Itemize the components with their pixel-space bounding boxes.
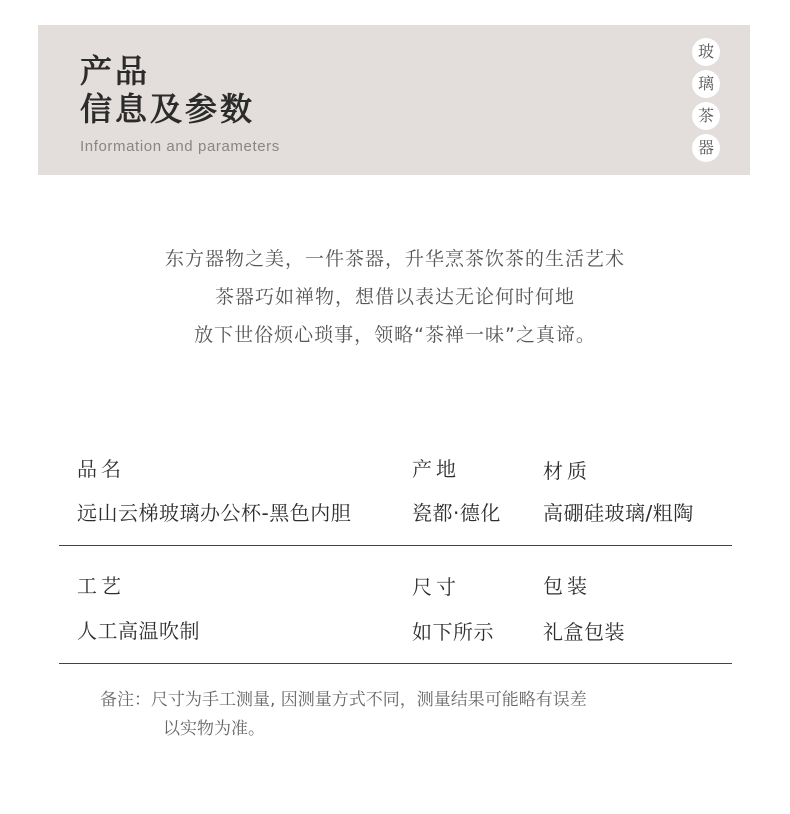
intro-line: 东方器物之美，一件茶器，升华烹茶饮茶的生活艺术 bbox=[164, 248, 625, 270]
badge-char: 璃 bbox=[692, 70, 720, 98]
spec-name-value: 远山云梯玻璃办公杯-黑色内胆 bbox=[77, 501, 352, 525]
spec-material-label: 材质 bbox=[543, 459, 591, 483]
spec-size-label: 尺寸 bbox=[412, 575, 460, 599]
divider bbox=[59, 545, 732, 546]
page-subtitle: Information and parameters bbox=[80, 138, 280, 155]
spec-material-value: 高硼硅玻璃/粗陶 bbox=[543, 501, 694, 525]
spec-size-value: 如下所示 bbox=[412, 620, 494, 644]
note-line: 以实物为准。 bbox=[163, 719, 265, 739]
note bbox=[100, 686, 587, 744]
spec-package-label: 包装 bbox=[543, 574, 591, 598]
badge-char: 玻 bbox=[692, 38, 720, 66]
header-banner bbox=[38, 25, 750, 175]
badge-column bbox=[692, 38, 720, 162]
intro-line: 茶器巧如禅物，想借以表达无论何时何地 bbox=[214, 286, 575, 308]
spec-origin-label: 产地 bbox=[412, 457, 460, 481]
divider bbox=[59, 663, 732, 664]
spec-origin-value: 瓷都·德化 bbox=[412, 501, 501, 525]
spec-craft-value: 人工高温吹制 bbox=[77, 619, 200, 643]
intro-text bbox=[0, 240, 790, 354]
page-title-line2: 信息及参数 bbox=[80, 90, 256, 128]
spec-package-value: 礼盒包装 bbox=[543, 620, 625, 644]
intro-line: 放下世俗烦心琐事，领略“茶禅一味”之真谛。 bbox=[194, 324, 596, 346]
spec-craft-label: 工艺 bbox=[77, 574, 125, 598]
spec-name-label: 品名 bbox=[77, 457, 125, 481]
note-line: 备注：尺寸为手工测量, 因测量方式不同，测量结果可能略有误差 bbox=[100, 690, 587, 710]
badge-char: 器 bbox=[692, 134, 720, 162]
badge-char: 茶 bbox=[692, 102, 720, 130]
page-title-line1: 产品 bbox=[80, 52, 151, 90]
